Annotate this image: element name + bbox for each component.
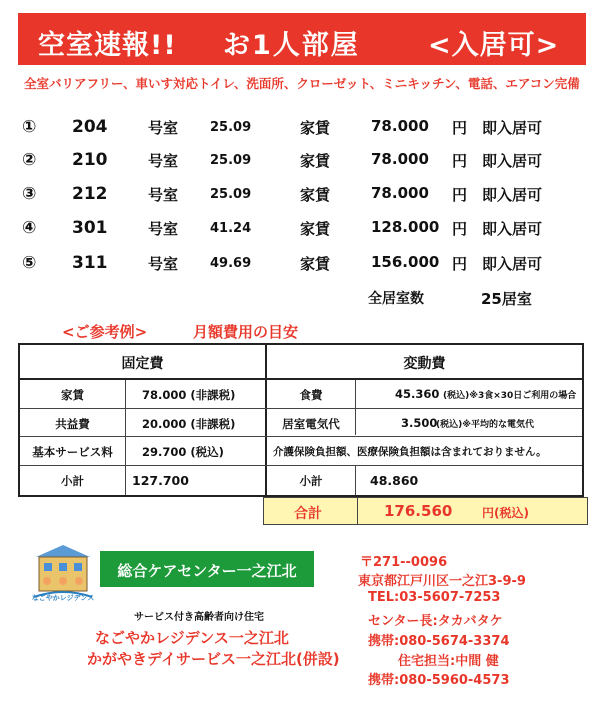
room-status: 即入居可 [482, 255, 543, 273]
address: 東京都江戸川区一之江3-9-9 [358, 574, 526, 589]
room-unit: 号室 [148, 255, 179, 273]
room-status: 即入居可 [482, 186, 543, 204]
room-index: ④ [22, 218, 37, 238]
room-area: 25.09 [210, 187, 252, 202]
room-number: 212 [72, 184, 108, 204]
room-price: 128.000 [371, 218, 440, 236]
variable-value: 3.500 [401, 416, 438, 430]
room-number: 301 [72, 218, 108, 238]
fixed-value: 29.700 (税込) [142, 445, 224, 459]
room-price: 156.000 [371, 253, 440, 271]
room-index: ① [22, 117, 37, 137]
room-status: 即入居可 [482, 220, 543, 238]
housing-staff: 住宅担当:中間 健 [398, 654, 499, 669]
room-area: 41.24 [210, 221, 252, 236]
fixed-cost-header: 固定費 [121, 356, 164, 372]
room-index: ③ [22, 184, 37, 204]
room-area: 49.69 [210, 256, 252, 271]
room-total-value: 25居室 [481, 290, 532, 308]
room-unit: 号室 [148, 152, 179, 170]
rent-label: 家賃 [300, 119, 331, 137]
variable-cost-header: 変動費 [403, 356, 446, 372]
room-number: 311 [72, 253, 108, 273]
variable-label: 食費 [299, 388, 323, 402]
yen-label: 円 [452, 220, 468, 238]
facility-name-1: なごやかレジデンス一之江北 [95, 629, 289, 647]
variable-value: 45.360 [395, 387, 440, 401]
yen-label: 円 [452, 186, 468, 204]
fixed-label: 共益費 [55, 417, 90, 431]
room-row [0, 218, 600, 242]
rent-label: 家賃 [300, 220, 331, 238]
fixed-value: 20.000 (非課税) [142, 417, 236, 431]
room-number: 204 [72, 117, 108, 137]
postal-code: 〒271--0096 [360, 555, 448, 570]
grand-total-value: 176.560 [384, 502, 453, 520]
variable-label: 居室電気代 [282, 417, 340, 431]
fixed-label: 家賃 [61, 388, 84, 402]
room-unit: 号室 [148, 119, 179, 137]
header-status: <入居可> [428, 30, 560, 61]
grand-total-unit: 円(税込) [482, 506, 529, 520]
rent-label: 家賃 [300, 186, 331, 204]
room-price: 78.000 [371, 150, 429, 168]
room-area: 25.09 [210, 153, 252, 168]
room-row [0, 253, 600, 277]
header-banner [18, 13, 586, 65]
housing-mobile: 携帯:080-5960-4573 [368, 673, 510, 688]
header-title: 空室速報!! [38, 30, 177, 61]
fixed-subtotal-label: 小計 [61, 474, 84, 488]
fixed-label: 基本サービス料 [32, 445, 113, 459]
residence-logo [30, 543, 96, 605]
yen-label: 円 [452, 255, 468, 273]
header-subtitle: お1人部屋 [223, 30, 360, 61]
grand-total-label: 合計 [294, 506, 322, 522]
yen-label: 円 [452, 152, 468, 170]
facility-name-2: かがやきデイサービス一之江北(併設) [87, 650, 340, 668]
logo-text: なごやかレジデンス [31, 594, 95, 602]
center-name-box [100, 551, 314, 587]
variable-note: (税込)※3食×30日ご利用の場合 [443, 391, 577, 401]
room-unit: 号室 [148, 186, 179, 204]
director-mobile: 携帯:080-5674-3374 [368, 634, 510, 649]
rent-label: 家賃 [300, 152, 331, 170]
insurance-note: 介護保険負担額、医療保険負担額は含まれておりません。 [273, 446, 547, 458]
room-number: 210 [72, 150, 108, 170]
room-unit: 号室 [148, 220, 179, 238]
room-price: 78.000 [371, 184, 429, 202]
rent-label: 家賃 [300, 255, 331, 273]
variable-subtotal-value: 48.860 [370, 473, 419, 488]
room-row [0, 184, 600, 208]
grand-total-row [263, 497, 588, 525]
room-row [0, 117, 600, 141]
variable-note: (税込)※平均的な電気代 [436, 420, 534, 430]
fixed-value: 78.000 (非課税) [142, 388, 236, 402]
yen-label: 円 [452, 119, 468, 137]
room-price: 78.000 [371, 117, 429, 135]
room-row [0, 150, 600, 174]
room-index: ⑤ [22, 253, 37, 273]
room-total-label: 全居室数 [368, 291, 424, 307]
reference-title: <ご参考例> [62, 323, 148, 341]
room-index: ② [22, 150, 37, 170]
center-name: 総合ケアセンター一之江北 [117, 562, 297, 580]
variable-subtotal-label: 小計 [299, 474, 323, 488]
tel-number: TEL:03-5607-7253 [368, 590, 501, 605]
room-status: 即入居可 [482, 152, 543, 170]
service-type: サービス付き高齢者向け住宅 [134, 612, 264, 623]
cost-table [18, 343, 584, 497]
reference-subtitle: 月額費用の目安 [193, 323, 299, 341]
room-status: 即入居可 [482, 119, 543, 137]
director: センター長:タカバタケ [368, 614, 503, 629]
room-area: 25.09 [210, 120, 252, 135]
amenities-text: 全室バリアフリー、車いす対応トイレ、洗面所、クローゼット、ミニキッチン、電話、エアコン完備 [24, 76, 580, 91]
fixed-subtotal-value: 127.700 [132, 473, 189, 488]
